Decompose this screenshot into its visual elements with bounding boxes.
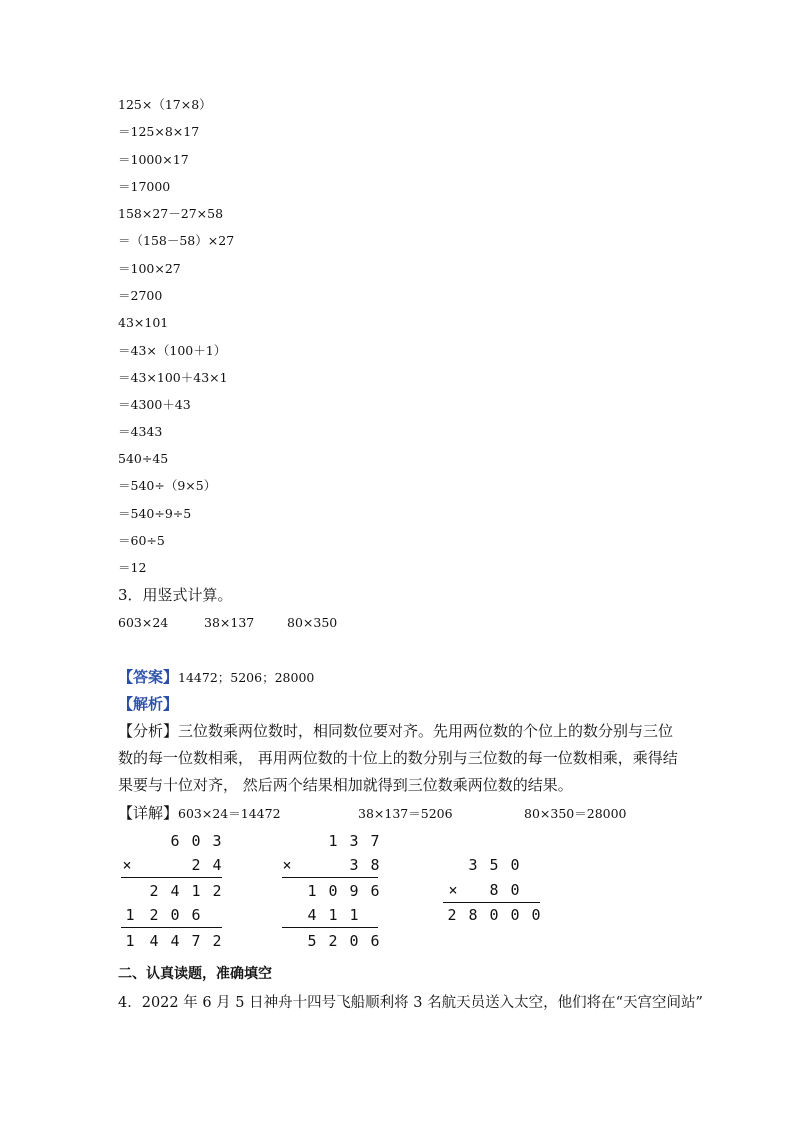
digit: 7	[370, 832, 380, 850]
digit: 2	[212, 882, 222, 900]
digit: 1	[328, 832, 338, 850]
analysis-label: 【解析】	[118, 695, 179, 713]
calc-line: ＝17000	[118, 179, 171, 194]
calc-line: ＝12	[118, 560, 147, 575]
times-sign: ×	[448, 881, 458, 899]
calc-line: 540÷45	[118, 451, 169, 466]
digit: 8	[370, 856, 380, 874]
digit: 2	[328, 932, 338, 950]
digit: 0	[489, 906, 499, 924]
calc-line: ＝43×（100＋1）	[118, 343, 227, 358]
digit: 0	[328, 882, 338, 900]
digit: 1	[328, 906, 338, 924]
digit: 8	[489, 881, 499, 899]
analysis-tag: 【分析】	[118, 722, 179, 740]
analysis-text: 三位数乘两位数时，相同数位要对齐。先用两位数的个位上的数分别与三位数的每一位数相乘， 再用两位数的十位上的数分别与三位数的每一位数相乘，乘得结果要与十位对齐， 然后两个结果相加就得到三位数乘两位数的结果。	[118, 722, 678, 794]
digit: 0	[349, 932, 359, 950]
digit: 0	[191, 832, 201, 850]
digit: 2	[212, 932, 222, 950]
q3-item: 38×137	[204, 615, 255, 630]
digit: 1	[307, 882, 317, 900]
calc-line: 125×（17×8）	[118, 97, 212, 112]
question-4: 4．2022 年 6 月 5 日神舟十四号飞船顺利将 3 名航天员送入太空，他们将在“天宫空间站”	[118, 995, 703, 1011]
digit: 8	[468, 906, 478, 924]
q3-item: 80×350	[287, 615, 338, 630]
digit: 2	[191, 856, 201, 874]
calc-line: ＝2700	[118, 288, 163, 303]
analysis-heading	[118, 695, 178, 713]
answer-value: 14472；5206；28000	[178, 670, 315, 685]
calc-line: ＝540÷9÷5	[118, 506, 192, 521]
detail-eq3: 80×350＝28000	[524, 806, 627, 821]
digit: 2	[149, 882, 159, 900]
digit: 0	[510, 856, 520, 874]
rule	[282, 877, 378, 878]
digit: 2	[447, 906, 457, 924]
digit: 0	[531, 906, 541, 924]
detail-label: 【详解】	[118, 804, 179, 822]
question-3-title: 3．用竖式计算。	[118, 586, 233, 604]
digit: 3	[212, 832, 222, 850]
rule	[121, 927, 222, 928]
digit: 4	[149, 932, 159, 950]
digit: 6	[191, 906, 201, 924]
digit: 6	[370, 882, 380, 900]
digit: 4	[307, 906, 317, 924]
digit: 9	[349, 882, 359, 900]
digit: 4	[170, 932, 180, 950]
digit: 3	[349, 832, 359, 850]
section-heading: 二、认真读题，准确填空	[118, 966, 272, 982]
digit: 1	[191, 882, 201, 900]
digit: 6	[370, 932, 380, 950]
calc-line: 43×101	[118, 315, 169, 330]
digit: 4	[170, 882, 180, 900]
calc-line: ＝1000×17	[118, 152, 189, 167]
calc-line: ＝43×100＋43×1	[118, 370, 228, 385]
digit: 2	[149, 906, 159, 924]
detail-eq1: 603×24＝14472	[178, 806, 281, 821]
times-sign: ×	[282, 856, 292, 874]
digit: 7	[191, 932, 201, 950]
digit: 1	[125, 932, 135, 950]
digit: 0	[510, 881, 520, 899]
calc-line: ＝100×27	[118, 261, 181, 276]
rule	[443, 902, 540, 903]
digit: 5	[307, 932, 317, 950]
detail-line	[118, 804, 281, 823]
rule	[121, 877, 222, 878]
calc-line: ＝（158－58）×27	[118, 233, 235, 248]
calc-line: ＝540÷（9×5）	[118, 478, 217, 493]
digit: 1	[349, 906, 359, 924]
digit: 5	[489, 856, 499, 874]
q3-item: 603×24	[118, 615, 169, 630]
digit: 1	[125, 906, 135, 924]
calc-line: ＝125×8×17	[118, 124, 200, 139]
calc-line: ＝4343	[118, 424, 163, 439]
digit: 6	[170, 832, 180, 850]
times-sign: ×	[122, 856, 132, 874]
calc-line: ＝4300＋43	[118, 397, 191, 412]
answer-label: 【答案】	[118, 668, 179, 686]
digit: 0	[510, 906, 520, 924]
detail-eq2: 38×137＝5206	[358, 806, 453, 821]
digit: 3	[468, 856, 478, 874]
answer-line	[118, 668, 314, 687]
digit: 0	[170, 906, 180, 924]
analysis-paragraph	[118, 718, 688, 799]
calc-line: ＝60÷5	[118, 533, 165, 548]
digit: 4	[212, 856, 222, 874]
digit: 3	[349, 856, 359, 874]
calc-line: 158×27－27×58	[118, 206, 224, 221]
rule	[282, 927, 378, 928]
